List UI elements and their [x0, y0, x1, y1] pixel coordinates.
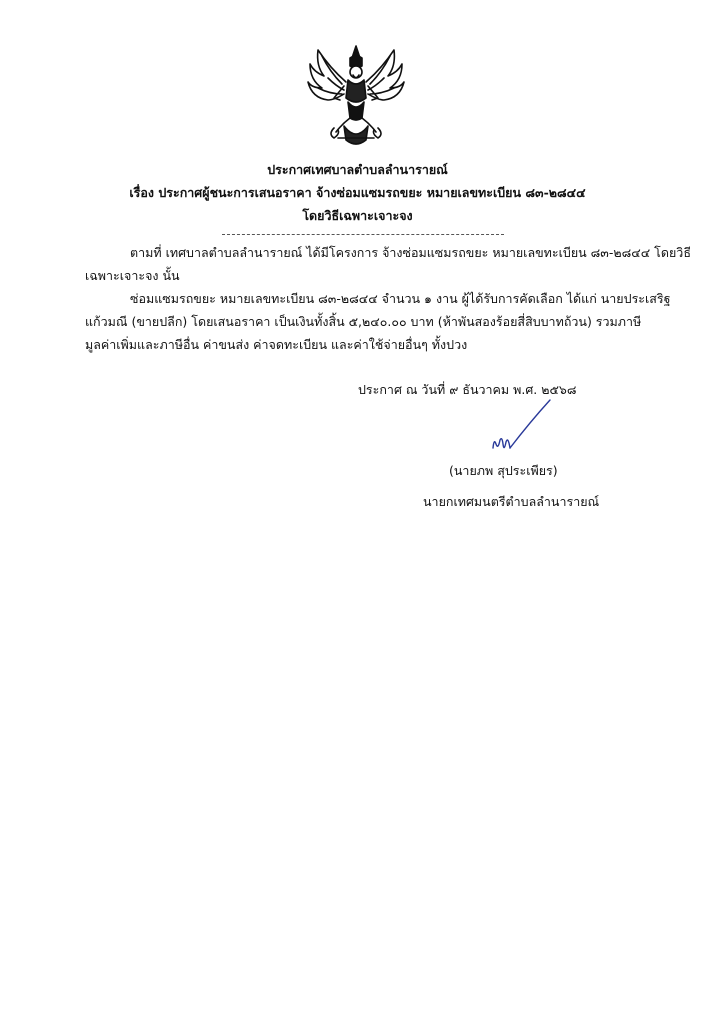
paragraph-2-line-1: ซ่อมแซมรถขยะ หมายเลขทะเบียน ๘๓-๒๘๔๔ จำนวน ๑ งาน ผู้ได้รับการคัดเลือก ได้แก่ นายประเสริฐ [130, 291, 671, 306]
paragraph-2-line-2: แก้วมณี (ขายปลีก) โดยเสนอราคา เป็นเงินทั้งสิ้น ๕,๒๔๐.๐๐ บาท (ห้าพันสองร้อยสี่สิบบาทถ้วน) รวมภาษี [85, 314, 642, 329]
paragraph-1-line-2: เฉพาะเจาะจง นั้น [85, 268, 180, 283]
announcement-title: ประกาศเทศบาลตำบลลำนารายณ์ [267, 162, 448, 177]
procurement-method: โดยวิธีเฉพาะเจาะจง [302, 208, 413, 223]
announcement-subject: เรื่อง ประกาศผู้ชนะการเสนอราคา จ้างซ่อมแซมรถขยะ หมายเลขทะเบียน ๘๓-๒๘๔๔ [129, 185, 586, 200]
signatory-title: นายกเทศมนตรีตำบลลำนารายณ์ [423, 494, 600, 509]
garuda-emblem-icon [304, 42, 408, 150]
signatory-name: (นายภพ สุประเพียร) [449, 463, 558, 478]
paragraph-2-line-3: มูลค่าเพิ่มและภาษีอื่น ค่าขนส่ง ค่าจดทะเบียน และค่าใช้จ่ายอื่นๆ ทั้งปวง [85, 337, 468, 352]
announcement-date: ประกาศ ณ วันที่ ๙ ธันวาคม พ.ศ. ๒๕๖๘ [358, 382, 577, 397]
paragraph-1-line-1: ตามที่ เทศบาลตำบลลำนารายณ์ ได้มีโครงการ จ้างซ่อมแซมรถขยะ หมายเลขทะเบียน ๘๓-๒๘๔๔ โดยวิธี [130, 245, 691, 260]
heading-divider [222, 234, 504, 235]
handwritten-signature-icon [490, 392, 580, 472]
